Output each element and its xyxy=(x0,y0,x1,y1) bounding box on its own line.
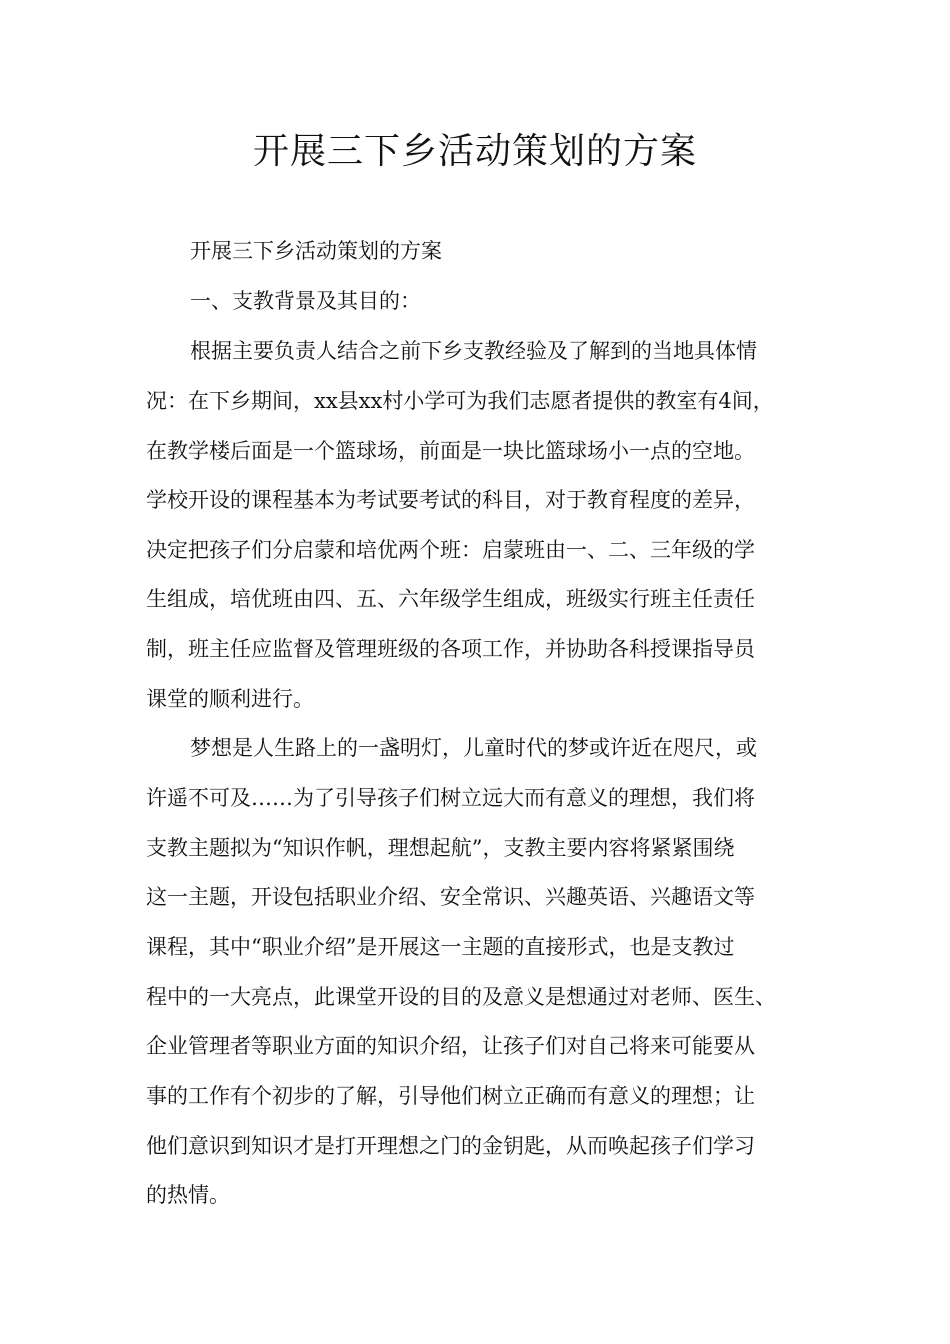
paragraph-2-line-1: 梦想是人生路上的一盏明灯，儿童时代的梦或许近在咫尺，或 xyxy=(190,736,757,760)
subtitle-line: 开展三下乡活动策划的方案 xyxy=(190,239,442,263)
paragraph-2-line-8: 事的工作有个初步的了解，引导他们树立正确而有意义的理想；让 xyxy=(146,1084,755,1108)
paragraph-1-line-5: 决定把孩子们分启蒙和培优两个班：启蒙班由一、二、三年级的学 xyxy=(146,538,755,562)
paragraph-2-line-3: 支教主题拟为“知识作帆，理想起航”，支教主要内容将紧紧围绕 xyxy=(146,836,735,860)
paragraph-1-line-7: 制，班主任应监督及管理班级的各项工作，并协助各科授课指导员 xyxy=(146,637,755,661)
paragraph-1-line-6: 生组成，培优班由四、五、六年级学生组成，班级实行班主任责任 xyxy=(146,587,755,611)
paragraph-1-line-3: 在教学楼后面是一个篮球场，前面是一块比篮球场小一点的空地。 xyxy=(146,439,755,463)
paragraph-2-line-10: 的热情。 xyxy=(146,1183,230,1207)
paragraph-2-line-4: 这一主题，开设包括职业介绍、安全常识、兴趣英语、兴趣语文等 xyxy=(146,885,755,909)
document-title: 开展三下乡活动策划的方案 xyxy=(252,131,697,172)
paragraph-2-line-6: 程中的一大亮点，此课堂开设的目的及意义是想通过对老师、医生、 xyxy=(146,985,776,1009)
section-heading: 一、支教背景及其目的： xyxy=(190,289,421,313)
paragraph-2-line-5: 课程，其中“职业介绍”是开展这一主题的直接形式，也是支教过 xyxy=(146,935,735,959)
paragraph-2-line-7: 企业管理者等职业方面的知识介绍，让孩子们对自己将来可能要从 xyxy=(146,1034,755,1058)
paragraph-2-line-9: 他们意识到知识才是打开理想之门的金钥匙，从而唤起孩子们学习 xyxy=(146,1134,755,1158)
paragraph-2-line-2: 许遥不可及……为了引导孩子们树立远大而有意义的理想，我们将 xyxy=(146,786,755,810)
paragraph-1-line-8: 课堂的顺利进行。 xyxy=(146,687,314,711)
paragraph-1-line-1: 根据主要负责人结合之前下乡支教经验及了解到的当地具体情 xyxy=(190,339,757,363)
paragraph-1-line-4: 学校开设的课程基本为考试要考试的科目，对于教育程度的差异， xyxy=(146,488,755,512)
paragraph-1-line-2: 况：在下乡期间，xx县xx村小学可为我们志愿者提供的教室有4间， xyxy=(146,389,774,413)
